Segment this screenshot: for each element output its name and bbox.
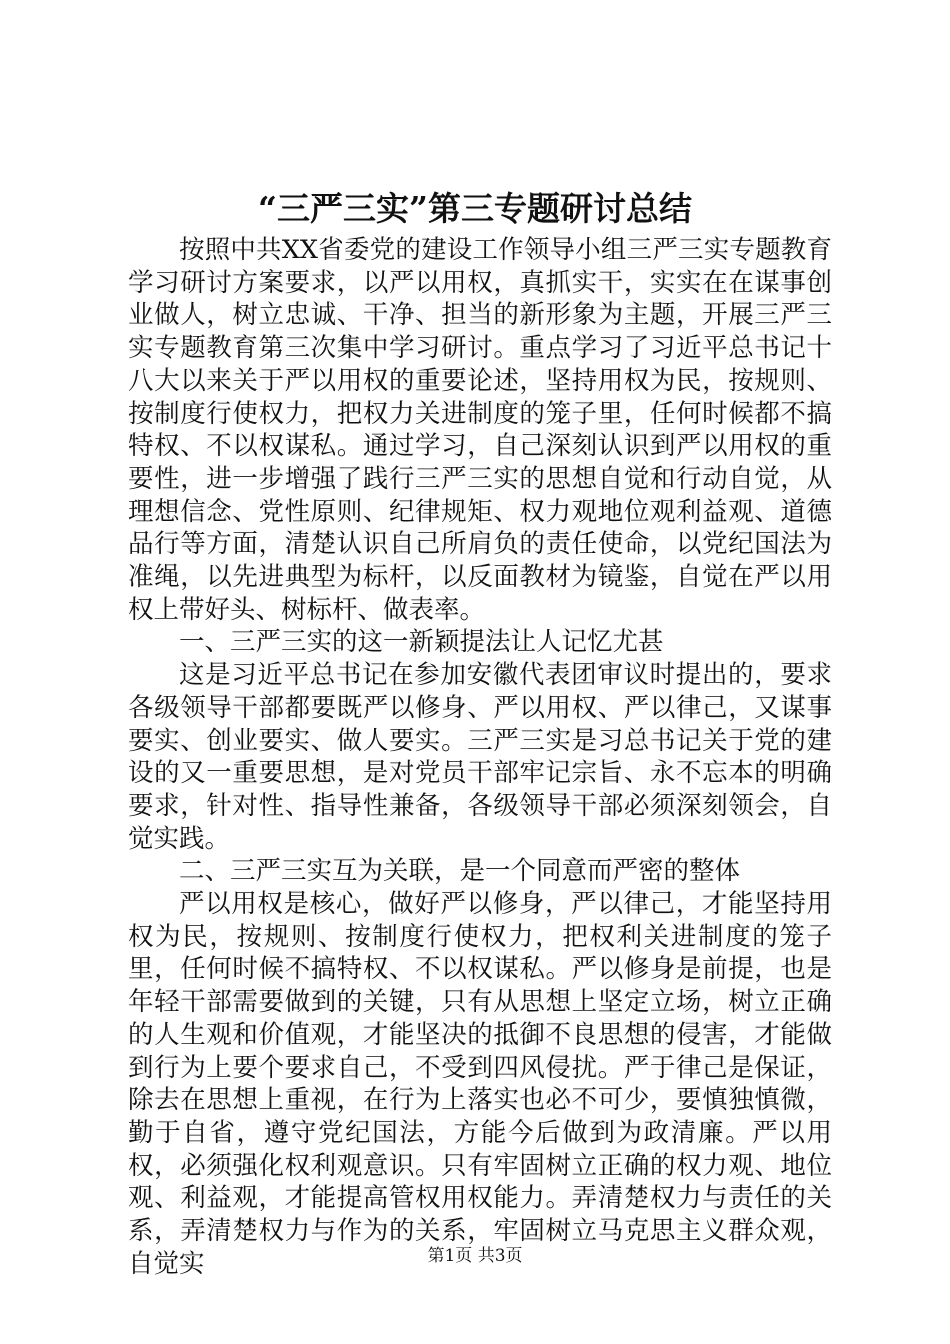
- document-body: [128, 234, 832, 1281]
- section-2-paragraph: 严以用权是核心，做好严以修身，严以律己，才能坚持用权为民，按规则、按制度行使权力，把权利关进制度的笼子里，任何时候不搞特权、不以权谋私。严以修身是前提，也是年轻干部需要做到的关键，只有从思想上坚定立场，树立正确的人生观和价值观，才能坚决的抵御不良思想的侵害，才能做到行为上要个要求自己，不受到四风侵扰。严于律己是保证，除去在思想上重视，在行为上落实也必不可少，要慎独慎微，勤于自省，遵守党纪国法，方能今后做到为政清廉。严以用权，必须强化权利观意识。只有牢固树立正确的权力观、地位观、利益观，才能提高管权用权能力。弄清楚权力与责任的关系，弄清楚权力与作为的关系，牢固树立马克思主义群众观，自觉实: [128, 889, 832, 1279]
- intro-paragraph: 按照中共XX省委党的建设工作领导小组三严三实专题教育学习研讨方案要求，以严以用权，真抓实干，实实在在谋事创业做人，树立忠诚、干净、担当的新形象为主题，开展三严三实专题教育第三次集中学习研讨。重点学习了习近平总书记十八大以来关于严以用权的重要论述，坚持用权为民，按规则、按制度行使权力，把权力关进制度的笼子里，任何时候都不搞特权、不以权谋私。通过学习，自己深刻认识到严以用权的重要性，进一步增强了践行三严三实的思想自觉和行动自觉，从理想信念、党性原则、纪律规矩、权力观地位观利益观、道德品行等方面，清楚认识自己所肩负的责任使命，以党纪国法为准绳，以先进典型为标杆，以反面教材为镜鉴，自觉在严以用权上带好头、树标杆、做表率。: [128, 235, 832, 625]
- section-heading-1: 一、三严三实的这一新颖提法让人记忆尤甚: [179, 627, 664, 658]
- document-title: “三严三实”第三专题研讨总结: [258, 189, 692, 228]
- section-1-paragraph: 这是习近平总书记在参加安徽代表团审议时提出的，要求各级领导干部都要既严以修身、严以用权、严以律己，又谋事要实、创业要实、做人要实。三严三实是习总书记关于党的建设的又一重要思想，是对党员干部牢记宗旨、永不忘本的明确要求，针对性、指导性兼备，各级领导干部必须深刻领会，自觉实践。: [128, 660, 832, 854]
- page-number-footer: 第1页 共3页: [427, 1246, 523, 1266]
- section-heading-2: 二、三严三实互为关联，是一个同意而严密的整体: [179, 856, 741, 887]
